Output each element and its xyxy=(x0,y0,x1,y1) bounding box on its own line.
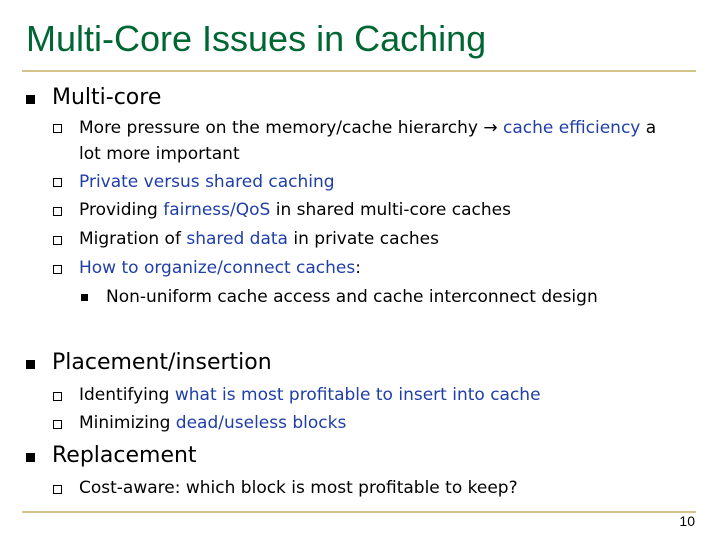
hollow-square-bullet-icon xyxy=(53,420,62,429)
replacement-item-1: Cost-aware: which block is most profitable to keep? xyxy=(79,478,518,498)
item-text: Minimizing xyxy=(79,413,176,433)
page-number: 10 xyxy=(679,513,695,529)
bullet-replacement: Replacement xyxy=(52,443,197,468)
placement-item-1 xyxy=(79,381,541,409)
item-highlight: cache efficiency xyxy=(497,118,641,138)
multicore-item-5 xyxy=(79,254,361,282)
item-text: in private caches xyxy=(287,229,440,249)
square-bullet-icon xyxy=(26,360,35,369)
item-highlight: How to organize/connect caches xyxy=(79,258,356,278)
hollow-square-bullet-icon xyxy=(53,265,62,274)
item-text: in shared multi-core caches xyxy=(270,200,511,220)
hollow-square-bullet-icon xyxy=(53,392,62,401)
hollow-square-bullet-icon xyxy=(53,124,62,133)
multicore-item-3 xyxy=(79,196,511,224)
item-text: More pressure on the memory/cache hierarchy xyxy=(79,118,484,138)
item-text: Providing xyxy=(79,200,164,220)
square-bullet-icon xyxy=(26,95,35,104)
item-text: Migration of xyxy=(79,229,187,249)
hollow-square-bullet-icon xyxy=(53,207,62,216)
item-text: : xyxy=(355,258,361,278)
title-divider xyxy=(22,70,696,72)
square-bullet-icon xyxy=(26,453,35,462)
multicore-item-4 xyxy=(79,225,439,253)
arrow-right-icon: → xyxy=(483,118,498,138)
item-highlight: what is most profitable to insert into cache xyxy=(174,385,541,405)
multicore-subitem: Non-uniform cache access and cache interconnect design xyxy=(106,287,598,307)
square-bullet-icon xyxy=(81,294,88,301)
hollow-square-bullet-icon xyxy=(53,236,62,245)
item-text: Identifying xyxy=(79,385,175,405)
item-highlight: dead/useless blocks xyxy=(175,413,347,433)
bullet-placement: Placement/insertion xyxy=(52,350,272,375)
bullet-multicore: Multi-core xyxy=(52,85,162,110)
multicore-item-1 xyxy=(79,114,656,142)
hollow-square-bullet-icon xyxy=(53,178,62,187)
item-highlight: shared data xyxy=(186,229,288,249)
footer-divider xyxy=(22,511,696,513)
placement-item-2 xyxy=(79,409,346,437)
item-text: a xyxy=(640,118,657,138)
hollow-square-bullet-icon xyxy=(53,485,62,494)
multicore-item-2: Private versus shared caching xyxy=(79,172,335,192)
item-highlight: fairness/QoS xyxy=(163,200,271,220)
slide-title: Multi-Core Issues in Caching xyxy=(26,18,487,59)
multicore-item-1-cont: lot more important xyxy=(79,144,240,164)
